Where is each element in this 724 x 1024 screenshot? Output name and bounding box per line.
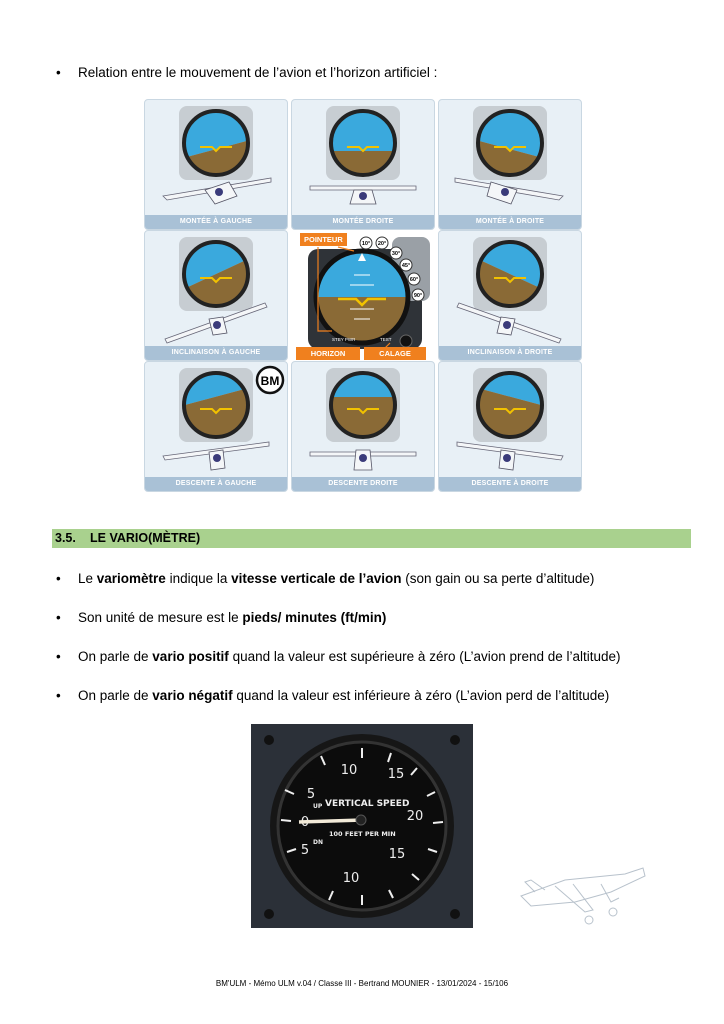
- vario-tick: 20: [406, 809, 424, 824]
- test-label: TEST: [380, 337, 392, 342]
- plane-sketch: [515, 862, 655, 932]
- bank-mark-60: 60°: [409, 277, 419, 283]
- instrument-illustration: [292, 100, 434, 215]
- bullet-text: Son unité de mesure est le pieds/ minutes (ft/min): [78, 610, 387, 625]
- bm-logo: [255, 365, 285, 395]
- intro-text: Relation entre le mouvement de l’avion et l’horizon artificiel :: [78, 65, 438, 80]
- vario-title: VERTICAL SPEED: [325, 799, 410, 809]
- vario-tick: 10: [340, 763, 358, 778]
- bullet-dot: •: [56, 65, 61, 80]
- panel-bank-left: [144, 230, 288, 361]
- bank-mark-90: 90°: [413, 293, 423, 299]
- vario-tick: 15: [387, 767, 405, 782]
- instrument-illustration: [439, 231, 581, 346]
- panel-descent-right: [438, 361, 582, 492]
- attitude-indicator-figure: [144, 99, 580, 490]
- vario-unit: 100 FEET PER MIN: [329, 830, 396, 838]
- caption: DESCENTE À DROITE: [439, 477, 581, 491]
- vario-tick: 5: [300, 843, 310, 858]
- bullet-dot: •: [56, 571, 61, 586]
- bank-mark-45: 45°: [401, 263, 411, 269]
- bullet-text: On parle de vario positif quand la valeur est supérieure à zéro (L’avion prend de l’altitude): [78, 649, 621, 664]
- panel-bank-right: [438, 230, 582, 361]
- instrument-illustration: [439, 100, 581, 215]
- bullet-dot: •: [56, 688, 61, 703]
- caption: INCLINAISON À GAUCHE: [145, 346, 287, 360]
- stby-pwr-label: STBY PWR: [332, 337, 356, 342]
- bullet-dot: •: [56, 610, 61, 625]
- instrument-illustration: [439, 362, 581, 477]
- bank-mark-30: 30°: [391, 251, 401, 257]
- section-number: 3.5.: [55, 531, 76, 545]
- section-heading: [52, 529, 691, 548]
- panel-climb-left: [144, 99, 288, 230]
- pointeur-label: POINTEUR: [300, 233, 347, 246]
- panel-climb-right: [438, 99, 582, 230]
- horizon-label: HORIZON: [296, 347, 360, 360]
- caption: MONTÉE À GAUCHE: [145, 215, 287, 229]
- instrument-detail: [292, 231, 434, 360]
- bank-mark-10: 10°: [361, 241, 371, 247]
- instrument-illustration: [145, 100, 287, 215]
- caption: DESCENTE À GAUCHE: [145, 477, 287, 491]
- vario-photo: [251, 724, 473, 928]
- vario-up-label: UP: [313, 803, 323, 810]
- vario-tick: 10: [342, 871, 360, 886]
- panel-climb-straight: [291, 99, 435, 230]
- bullet-text: Le variomètre indique la vitesse verticale de l’avion (son gain ou sa perte d’altitude): [78, 571, 595, 586]
- panel-center-legend: [291, 230, 435, 361]
- caption: INCLINAISON À DROITE: [439, 346, 581, 360]
- instrument-illustration: [292, 362, 434, 477]
- vario-tick: 5: [306, 787, 316, 802]
- calage-label: CALAGE: [364, 347, 426, 360]
- panel-descent-straight: [291, 361, 435, 492]
- bullet-text: On parle de vario négatif quand la valeur est inférieure à zéro (L’avion perd de l’altitude): [78, 688, 610, 703]
- bank-mark-20: 20°: [377, 241, 387, 247]
- vario-tick: 15: [388, 847, 406, 862]
- instrument-illustration: [145, 231, 287, 346]
- logo-text: BM: [260, 374, 280, 388]
- caption: MONTÉE DROITE: [292, 215, 434, 229]
- section-title: LE VARIO(MÈTRE): [90, 531, 201, 545]
- caption: DESCENTE DROITE: [292, 477, 434, 491]
- caption: MONTÉE À DROITE: [439, 215, 581, 229]
- vario-dn-label: DN: [313, 839, 324, 846]
- page-footer: BM'ULM - Mémo ULM v.04 / Classe III - Bertrand MOUNIER - 13/01/2024 - 15/106: [215, 979, 509, 988]
- bullet-dot: •: [56, 649, 61, 664]
- vertical-speed-indicator: [251, 724, 473, 928]
